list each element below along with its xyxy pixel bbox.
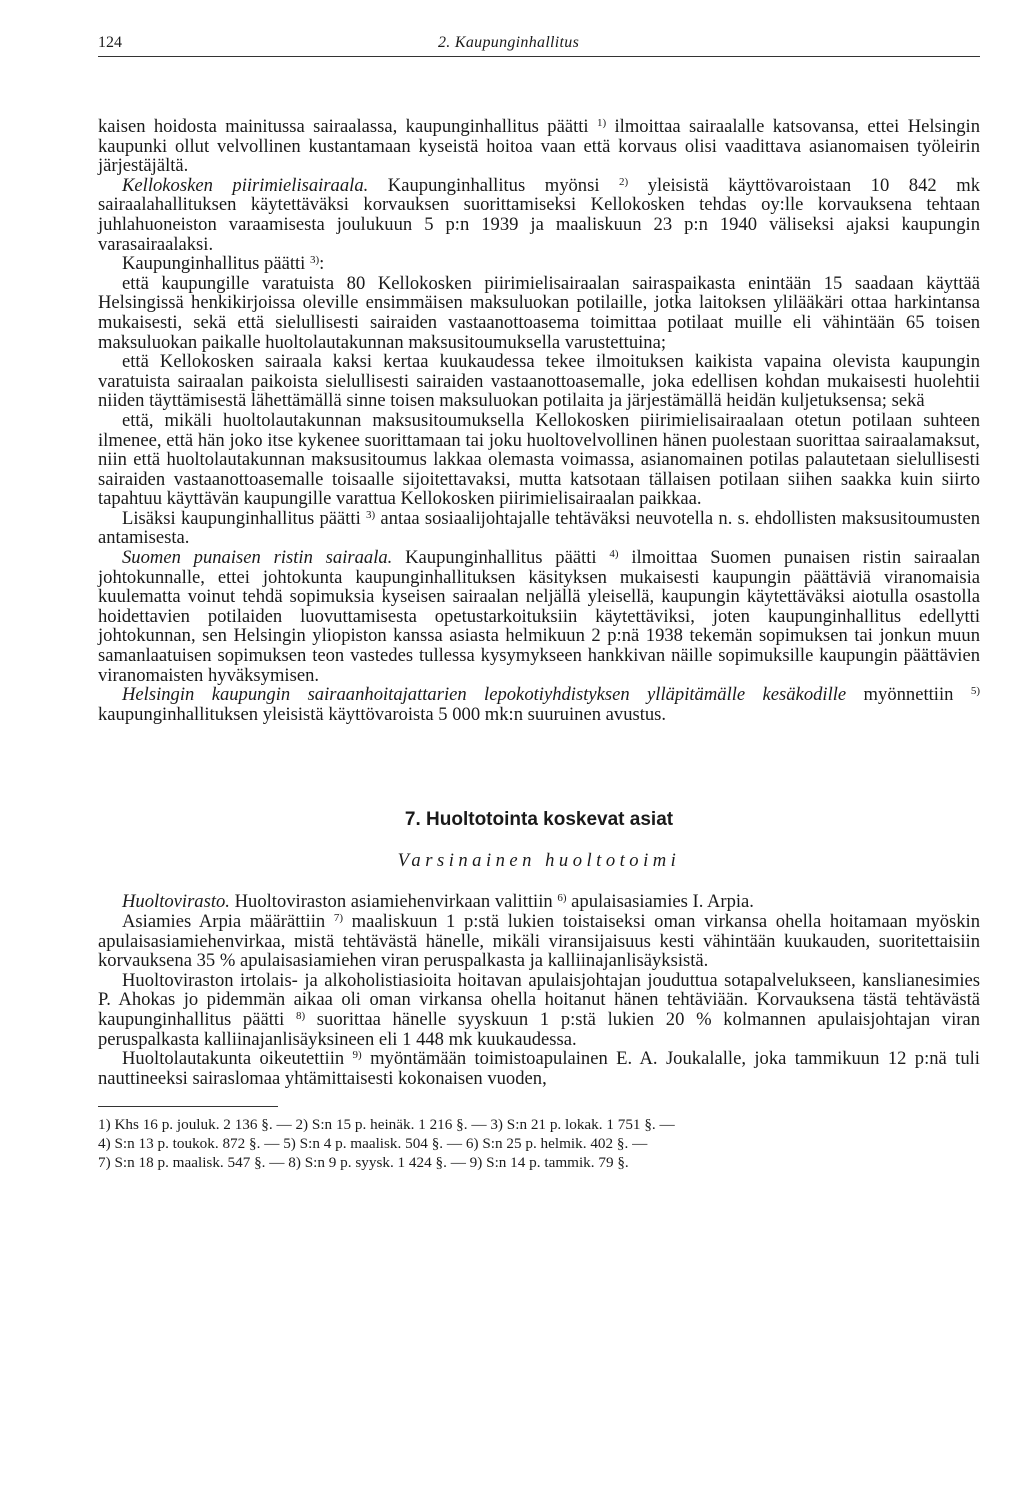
footnote-ref: 1) — [596, 117, 607, 129]
text-run: maaliskuun 1 p:stä lukien toistaiseksi oman virkansa ohella hoitamaan myöskin apulaisasiamiehenvirkaa, mistä tehtävästä hänelle, mikäli viransijaisuus kesti vähintään kuukauden, suoritettaisiin korvauksena 35 % apulaisasiamiehen viran peruspalkasta ja kalliinajanlisäyksistä. — [98, 911, 981, 972]
text-run: yleisistä käyttövaroistaan 10 842 mk sairaalahallituksen käytettäväksi korvauksen suorittamiseksi Kellokosken tehdas oy:lle korvauksena tehtaan juhlahuoneiston varaamisesta joulukuun 5 p:n 1939 ja maaliskuun 23 p:n 1940 väliseksi ajaksi kaupungin varasairaalaksi. — [98, 174, 980, 255]
page-number: 124 — [98, 34, 122, 51]
text-run: Kaupunginhallitus päätti — [122, 253, 310, 275]
paragraph — [98, 117, 980, 176]
paragraph — [98, 548, 980, 685]
footnote-ref: 7) — [333, 912, 344, 924]
text-run: myöntämään toimistoapulainen E. A. Joukalalle, joka tammikuun 12 p:nä tuli nauttineeksi sairaslomaa yhtämittaisesti kokonaisen vuoden, — [98, 1048, 980, 1089]
paragraph — [98, 509, 980, 548]
text-run: kaisen hoidosta mainitussa sairaalassa, kaupunginhallitus päätti — [98, 116, 597, 137]
paragraph — [98, 411, 980, 509]
section-heading: 7. Huoltotointa koskevat asiat — [404, 809, 674, 831]
footnote-line: 4) S:n 13 p. toukok. 872 §. — 5) S:n 4 p. maalisk. 504 §. — 6) S:n 25 p. helmik. 402 §. — — [98, 1135, 648, 1153]
running-title: 2. Kaupunginhallitus — [438, 34, 580, 51]
italic-lead: Helsingin kaupungin sairaanhoitajattarien lepokotiyhdistyksen ylläpitämälle kesäkodille — [122, 684, 847, 706]
footnote-ref: 9) — [352, 1049, 362, 1062]
italic-lead: Kellokosken piirimielisairaala. — [122, 174, 369, 196]
footnote-divider — [98, 1106, 278, 1107]
paragraph — [98, 685, 980, 724]
text-run: kaupunginhallituksen yleisistä käyttövaroista 5 000 mk:n suuruinen avustus. — [98, 703, 667, 725]
footnote-ref: 8) — [295, 1009, 306, 1022]
footnotes — [98, 1115, 980, 1172]
text-run: Huoltoviraston asiamiehenvirkaan valittiin — [229, 891, 558, 913]
text-run: Lisäksi kaupunginhallitus päätti — [122, 507, 366, 529]
paragraph — [98, 892, 980, 912]
text-run: että, mikäli huoltolautakunnan maksusitoumuksella Kellokosken piirimielisairaalaan otetun potilaan suhteen ilmenee, että hän joko itse kykenee suorittamaan tai joku huoltovelvollinen hänen puolestaan suorittaa sairaalamaksut, niin että huoltolautakunnan maksusitoumus lakkaa olemasta voimassa, asianomainen potilas palautetaan sielullisesti sairaiden vastaanottoasemalle toisaalle sijoitettavaksi, mutta katsotaan tällaisen potilaan siihen saakka kuin siirto tapahtuu käyttävän kaupungille varattua Kellokosken piirimielisairaalan paikkaa. — [98, 409, 980, 510]
footnote-line: 1) Khs 16 p. jouluk. 2 136 §. — 2) S:n 15 p. heinäk. 1 216 §. — 3) S:n 21 p. lokak. 1 751 §. — — [98, 1116, 675, 1134]
paragraph — [98, 352, 980, 411]
document-page — [98, 30, 980, 1172]
text-run: että kaupungille varatuista 80 Kellokosken piirimielisairaalan sairaspaikasta enintään 15 saadaan käyttää Helsingissä henkikirjoissa oleville ensimmäisen maksuluokan potilaille, jotka laitoksen ylilääkäri ottaa harkintansa mukaisesti, sekä että sielullisesti sairaiden vastaanottoasema toimittaa potilaat muille eli vähintään 65 toisen maksuluokan paikalle huoltolautakunnan maksusitoumuksella varustettuina; — [98, 272, 980, 353]
text-run: : — [319, 253, 325, 275]
text-run: antaa sosiaalijohtajalle tehtäväksi neuvotella n. s. ehdollisten maksusitoumusten antamisesta. — [98, 507, 980, 549]
footnote-ref: 4) — [609, 548, 619, 561]
paragraph — [98, 176, 980, 254]
italic-lead: Huoltovirasto. — [122, 891, 230, 913]
footnote-line: 7) S:n 18 p. maalisk. 547 §. — 8) S:n 9 p. syysk. 1 424 §. — 9) S:n 14 p. tammik. 79 §. — [98, 1154, 629, 1172]
page-header — [98, 30, 980, 57]
paragraph — [98, 254, 980, 274]
section-subheading: Varsinainen huoltotoimi — [397, 850, 681, 872]
text-run: Huoltolautakunta oikeutettiin — [122, 1048, 353, 1070]
footnote-ref: 6) — [557, 892, 567, 905]
paragraph — [98, 274, 980, 352]
italic-lead: Suomen punaisen ristin sairaala. — [122, 547, 393, 569]
text-run: Asiamies Arpia määrättiin — [122, 911, 334, 932]
text-run: myönnettiin — [846, 684, 971, 706]
text-run: apulaisasiamies I. Arpia. — [566, 891, 754, 913]
text-run: ilmoittaa Suomen punaisen ristin sairaalan johtokunnalle, ettei johtokunta kaupunginhallituksen käsityksen mukaisesti kaupungin päättäviä viranomaisia kuulematta voinut tehdä sopimuksia kyseisen sairaalan neljällä yleisellä, kaupungin käytettäväksi aiotulla osastolla hoidettavien potilaiden luovuttamisesta opetustarkoituksiin käytettäviksi, joten kaupunginhallitus edellytti johtokunnan, sen Helsingin yliopiston kanssa asiasta helmikuun 2 p:nä 1938 tekemän sopimuksen tai jonkun muun samanlaatuisen sopimuksen teon vastedes tullessa kysymykseen hankkivan näille sopimuksille kaupungin päättävien viranomaisten hyväksymisen. — [98, 547, 981, 686]
paragraph — [98, 1049, 980, 1088]
text-run: Kaupunginhallitus myönsi — [368, 174, 620, 196]
paragraph — [98, 912, 980, 971]
paragraph — [98, 971, 980, 1049]
text-run: ilmoittaa sairaalalle katsovansa, ettei Helsingin kaupunki ollut velvollinen kustantamaan kyseistä hoitoa vaan että korvaus olisi vaadittava asianomaisen työleirin järjestäjältä. — [98, 116, 980, 177]
footnote-ref: 5) — [970, 685, 980, 698]
text-run: Huoltoviraston irtolais- ja alkoholistiasioita hoitavan apulaisjohtajan jouduttua sotapalvelukseen, kanslianesimies P. Ahokas jo pidemmän aikaa oli oman virkansa ohella hoitanut hänen tehtäviään. Korvauksena tästä tehtävästä kaupunginhallitus päätti — [98, 969, 980, 1030]
text-run: Kaupunginhallitus päätti — [392, 547, 610, 569]
footnote-ref: 2) — [619, 175, 629, 188]
footnote-ref: 3) — [309, 254, 320, 267]
text-run: suorittaa hänelle syyskuun 1 p:stä lukien 20 % kolmannen apulaisjohtajan viran peruspalkasta kalliinajanlisäyksineen eli 1 448 mk kuukaudessa. — [98, 1008, 981, 1050]
body-text — [98, 117, 980, 1172]
footnote-ref: 3) — [366, 508, 376, 521]
text-run: että Kellokosken sairaala kaksi kertaa kuukaudessa tekee ilmoituksen kaikista vapaina olevista kaupungin varatuista sairaalan paikoista sielullisesti sairaiden vastaanottoasemalle, joka edellisen kohdan mukaisesti huolehtii niiden täyttämisestä lähettämällä sinne toisen maksuluokan potilaita ja järjestämällä heidän kuljetuksensa; sekä — [98, 351, 980, 412]
